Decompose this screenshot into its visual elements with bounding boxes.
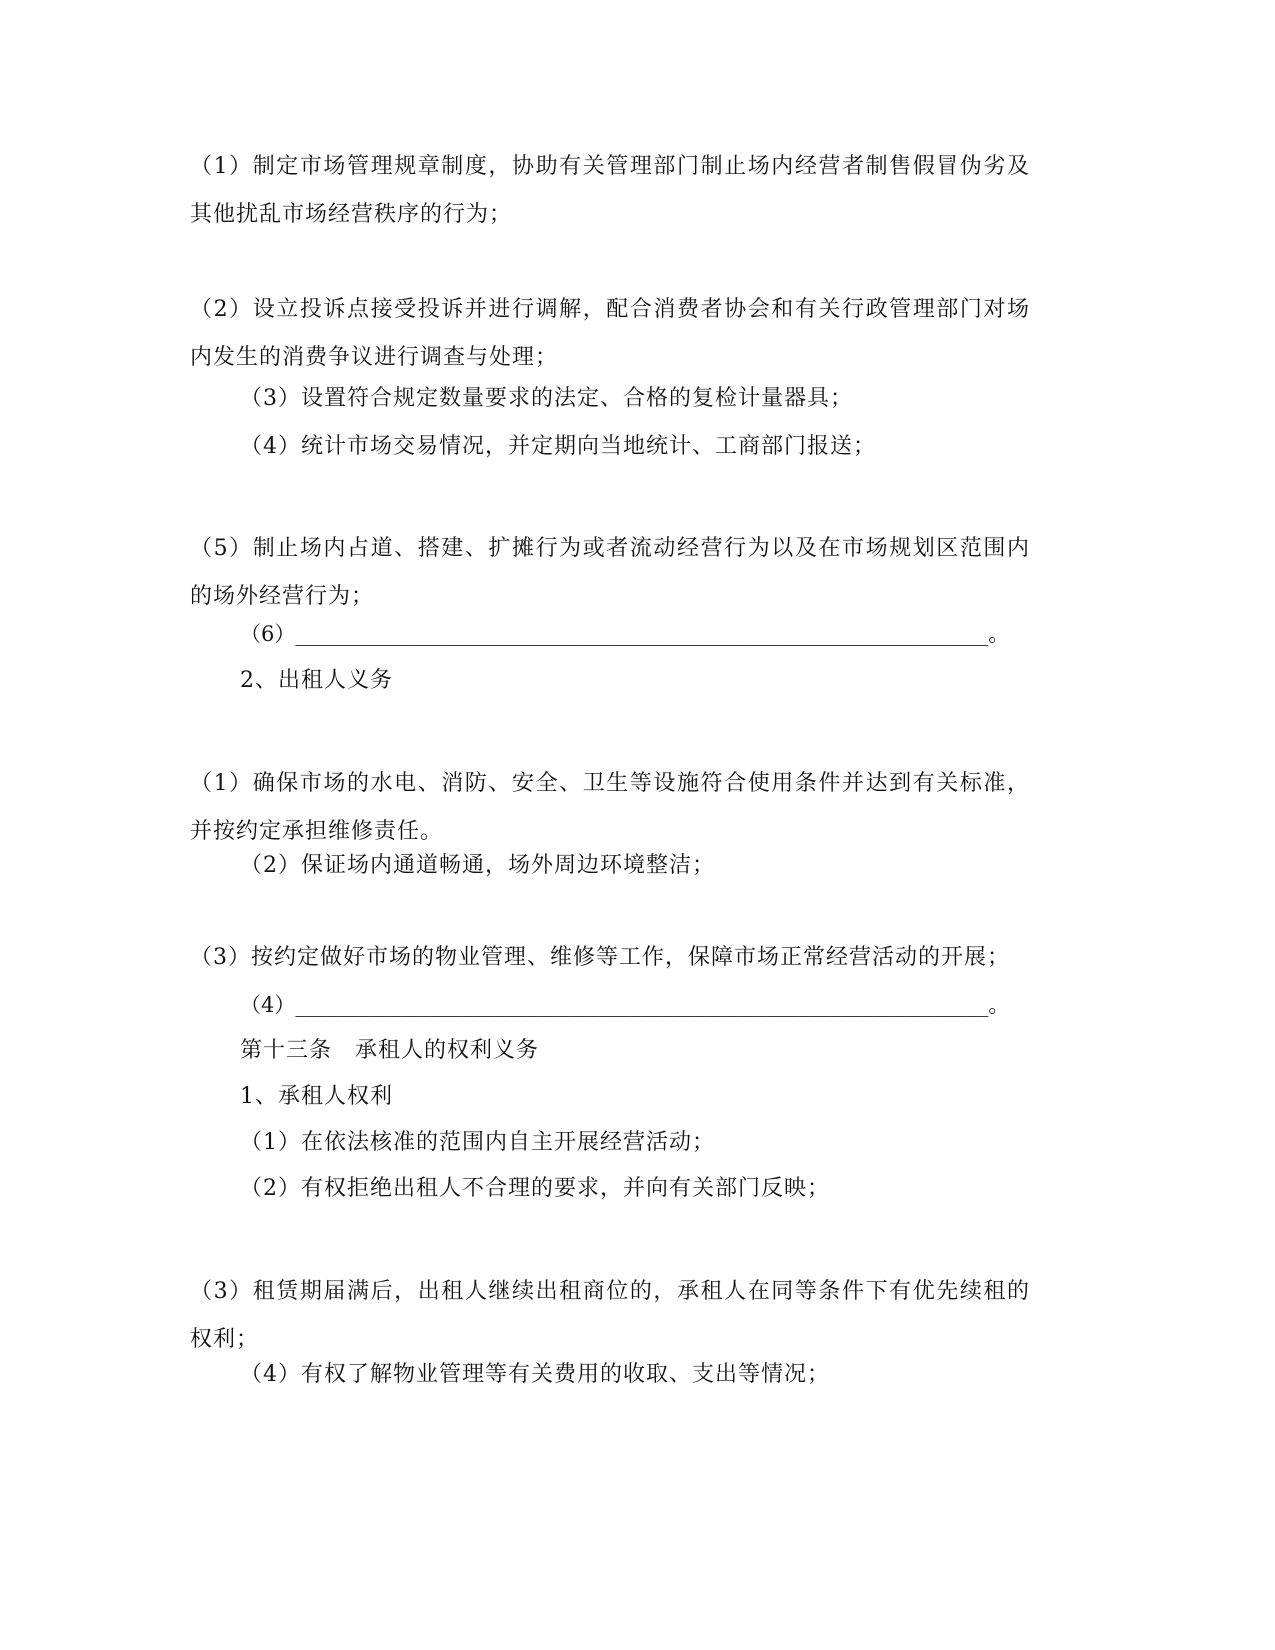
paragraph-item-16: （3）租赁期届满后，出租人继续出租商位的，承租人在同等条件下有优先续租的权利；	[190, 1279, 1030, 1352]
paragraph-item-6-blank: （6）__________________________________________________________________。	[240, 622, 1010, 646]
paragraph-item-9: （2）保证场内通道畅通，场外周边环境整洁；	[240, 853, 715, 878]
section-heading-lessor-duties: 2、出租人义务	[240, 668, 393, 693]
paragraph-item-17: （4）有权了解物业管理等有关费用的收取、支出等情况；	[240, 1362, 830, 1387]
article-heading-13: 第十三条 承租人的权利义务	[240, 1038, 540, 1063]
paragraph-item-14: （1）在依法核准的范围内自主开展经营活动；	[240, 1130, 715, 1155]
paragraph-item-15: （2）有权拒绝出租人不合理的要求，并向有关部门反映；	[240, 1176, 830, 1201]
paragraph-item-10: （3）按约定做好市场的物业管理、维修等工作，保障市场正常经营活动的开展；	[190, 945, 1010, 970]
paragraph-item-3: （3）设置符合规定数量要求的法定、合格的复检计量器具；	[240, 386, 853, 411]
paragraph-item-1: （1）制定市场管理规章制度，协助有关管理部门制止场内经营者制售假冒伪劣及其他扰乱市场经营秩序的行为；	[190, 154, 1030, 227]
paragraph-item-8: （1）确保市场的水电、消防、安全、卫生等设施符合使用条件并达到有关标准，并按约定承担维修责任。	[190, 771, 1030, 844]
paragraph-item-4: （4）统计市场交易情况，并定期向当地统计、工商部门报送；	[240, 434, 876, 459]
paragraph-item-2: （2）设立投诉点接受投诉并进行调解，配合消费者协会和有关行政管理部门对场内发生的消费争议进行调查与处理；	[190, 297, 1030, 370]
paragraph-item-11-blank: （4）__________________________________________________________________。	[240, 993, 1010, 1017]
paragraph-item-5: （5）制止场内占道、搭建、扩摊行为或者流动经营行为以及在市场规划区范围内的场外经营行为；	[190, 536, 1030, 609]
section-heading-lessee-rights: 1、承租人权利	[240, 1084, 393, 1109]
